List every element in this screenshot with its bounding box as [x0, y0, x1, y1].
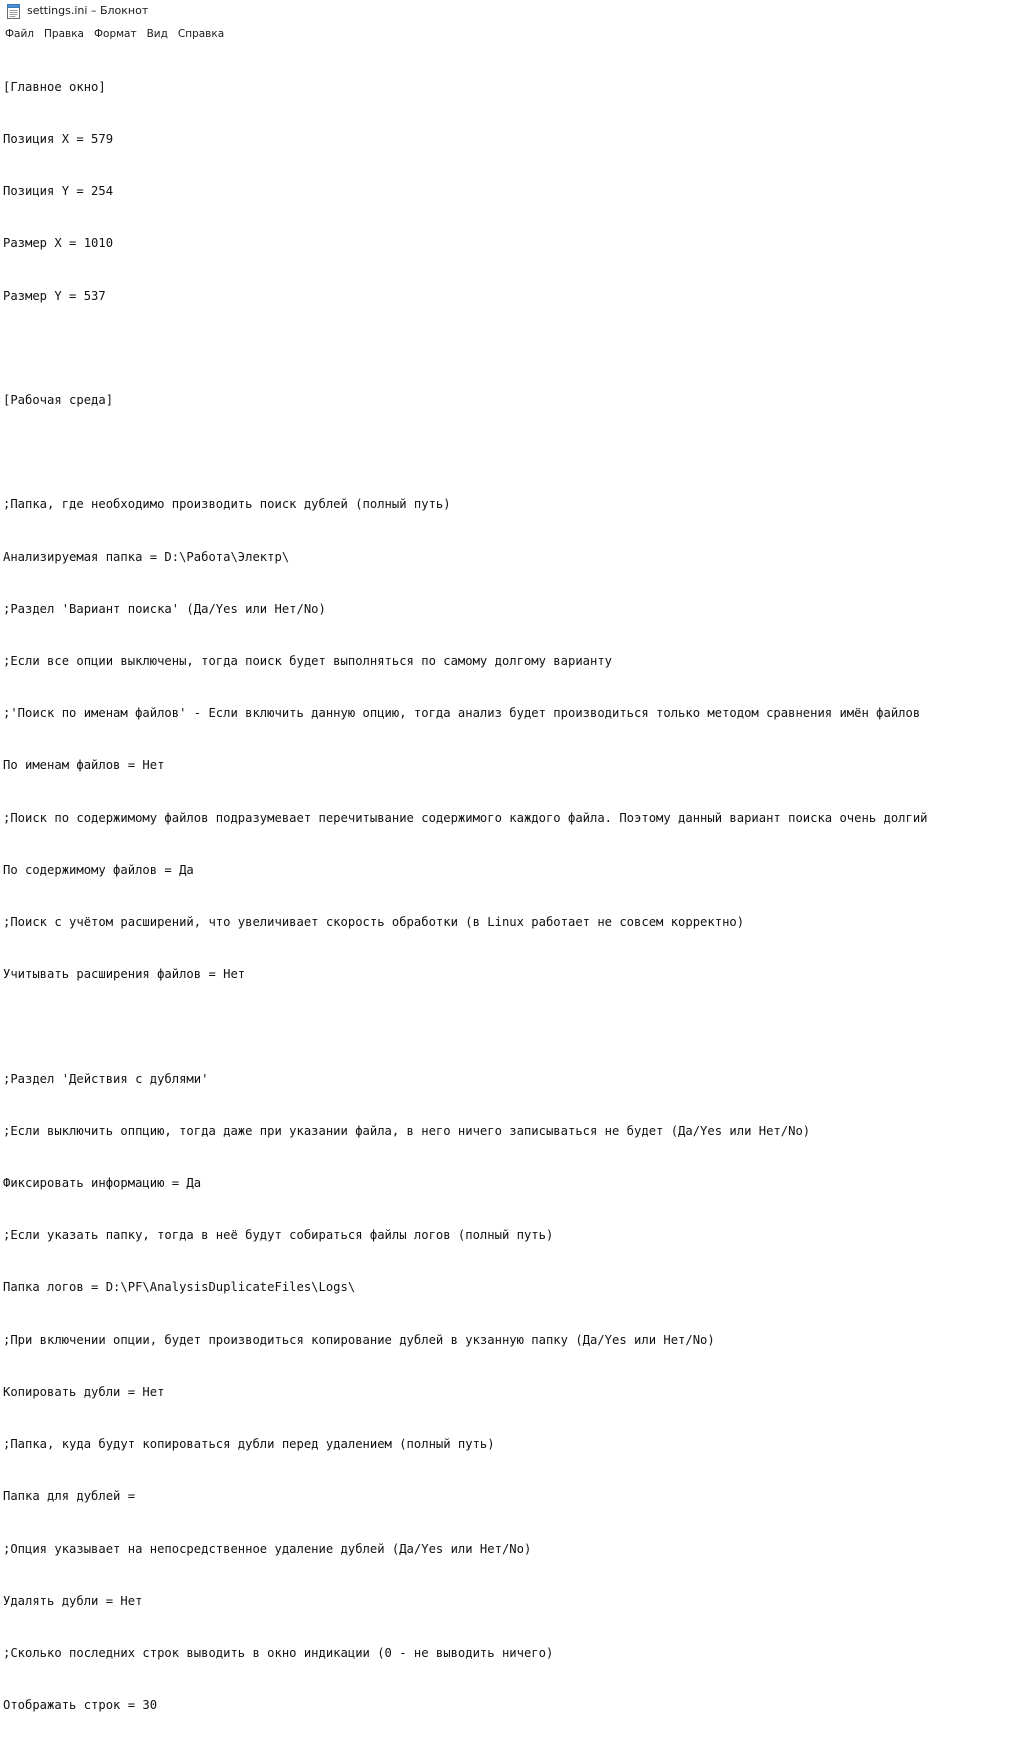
menu-view[interactable]: Вид — [146, 28, 168, 40]
text-line: ;Сколько последних строк выводить в окно индикации (0 - не выводить ничего) — [3, 1645, 554, 1660]
text-line — [3, 444, 928, 461]
text-line: По именам файлов = Нет — [3, 758, 165, 773]
text-line — [3, 340, 928, 357]
text-line: ;Папка, куда будут копироваться дубли перед удалением (полный путь) — [3, 1437, 495, 1452]
text-line: Папка логов = D:\PF\AnalysisDuplicateFiles\Logs\ — [3, 1280, 356, 1295]
text-line: Фиксировать информацию = Да — [3, 1176, 202, 1191]
text-line: Отображать строк = 30 — [3, 1698, 158, 1713]
editor-text[interactable] — [3, 44, 928, 1749]
text-editor[interactable] — [0, 43, 1024, 1713]
notepad-icon — [7, 4, 20, 19]
text-line: Позиция Y = 254 — [3, 184, 114, 199]
text-line: По содержимому файлов = Да — [3, 862, 194, 877]
menu-edit[interactable]: Правка — [44, 28, 84, 40]
text-line: ;Опция указывает на непосредственное удаление дублей (Да/Yes или Нет/No) — [3, 1541, 532, 1556]
text-line: ;При включении опции, будет производиться копирование дублей в укзанную папку (Да/Yes или Нет/No) — [3, 1332, 715, 1347]
text-line: Копировать дубли = Нет — [3, 1384, 165, 1399]
menu-bar — [0, 25, 1024, 43]
text-line: Анализируемая папка = D:\Работа\Электр\ — [3, 549, 290, 564]
text-line — [3, 1018, 928, 1035]
text-line: ;Раздел 'Вариант поиска' (Да/Yes или Нет/No) — [3, 601, 326, 616]
text-line: Папка для дублей = — [3, 1489, 136, 1504]
text-line: ;Если все опции выключены, тогда поиск будет выполняться по самому долгому варианту — [3, 654, 613, 669]
text-line: [Главное окно] — [3, 79, 106, 94]
text-line: Учитывать расширения файлов = Нет — [3, 967, 246, 982]
menu-help[interactable]: Справка — [177, 28, 225, 40]
title-bar[interactable] — [0, 0, 1024, 24]
menu-file[interactable]: Файл — [5, 28, 35, 40]
text-line: ;Если указать папку, тогда в неё будут собираться файлы логов (полный путь) — [3, 1228, 554, 1243]
text-line: ;Поиск по содержимому файлов подразумевает перечитывание содержимого каждого файла. Поэтому данный вариант поиска очень долгий — [3, 810, 928, 825]
text-line: ;Поиск с учётом расширений, что увеличивает скорость обработки (в Linux работает не совсем корректно) — [3, 915, 745, 930]
window-title: settings.ini – Блокнот — [27, 4, 149, 17]
text-line: ;'Поиск по именам файлов' - Если включить данную опцию, тогда анализ будет производиться только методом сравнения имён файлов — [3, 706, 921, 721]
menu-format[interactable]: Формат — [93, 28, 137, 40]
text-line: ;Папка, где необходимо производить поиск дублей (полный путь) — [3, 497, 451, 512]
text-line: Позиция X = 579 — [3, 132, 114, 147]
text-line: Удалять дубли = Нет — [3, 1593, 143, 1608]
text-line: [Рабочая среда] — [3, 393, 114, 408]
text-line: ;Если выключить оппцию, тогда даже при указании файла, в него ничего записываться не будет (Да/Yes или Нет/No) — [3, 1123, 811, 1138]
text-line: ;Раздел 'Действия с дублями' — [3, 1071, 209, 1086]
text-line: Размер Y = 537 — [3, 288, 106, 303]
text-line: Размер X = 1010 — [3, 236, 114, 251]
